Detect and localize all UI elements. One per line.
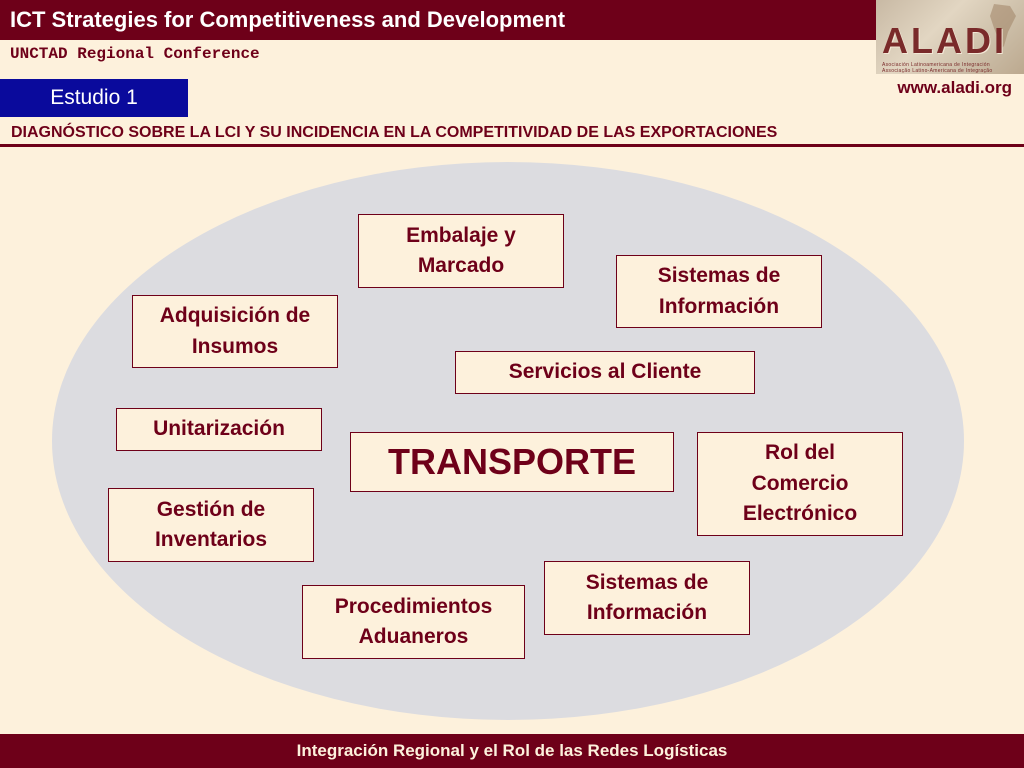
node-sistemas-informacion-top: Sistemas de Información bbox=[616, 255, 822, 328]
node-rol-comercio-electronico: Rol del Comercio Electrónico bbox=[697, 432, 903, 536]
footer-text: Integración Regional y el Rol de las Redes Logísticas bbox=[296, 741, 728, 760]
website-link[interactable]: www.aladi.org bbox=[897, 78, 1012, 97]
node-embalaje-marcado: Embalaje y Marcado bbox=[358, 214, 564, 288]
section-heading: DIAGNÓSTICO SOBRE LA LCI Y SU INCIDENCIA EN LA COMPETITIVIDAD DE LAS EXPORTACIONES bbox=[11, 124, 778, 141]
node-transporte-center: TRANSPORTE bbox=[350, 432, 674, 492]
header-divider bbox=[0, 144, 1024, 147]
logo-line-portuguese: Associação Latino-Americana de Integração bbox=[882, 68, 993, 74]
footer-bar bbox=[0, 734, 1024, 768]
logo-line-spanish: Asociación Latinoamericana de Integración bbox=[882, 62, 990, 68]
slide-title: ICT Strategies for Competitiveness and Development bbox=[10, 7, 566, 32]
node-unitarizacion: Unitarización bbox=[116, 408, 322, 451]
aladi-logo bbox=[876, 0, 1024, 74]
logo-wordmark: ALADI bbox=[882, 20, 1007, 61]
node-adquisicion-insumos: Adquisición de Insumos bbox=[132, 295, 338, 368]
node-procedimientos-aduaneros: Procedimientos Aduaneros bbox=[302, 585, 525, 659]
title-bar bbox=[0, 0, 876, 40]
node-sistemas-informacion-bottom: Sistemas de Información bbox=[544, 561, 750, 635]
node-servicios-cliente: Servicios al Cliente bbox=[455, 351, 755, 394]
conference-subtitle: UNCTAD Regional Conference bbox=[10, 45, 260, 63]
node-gestion-inventarios: Gestión de Inventarios bbox=[108, 488, 314, 562]
study-tab: Estudio 1 bbox=[0, 79, 188, 117]
